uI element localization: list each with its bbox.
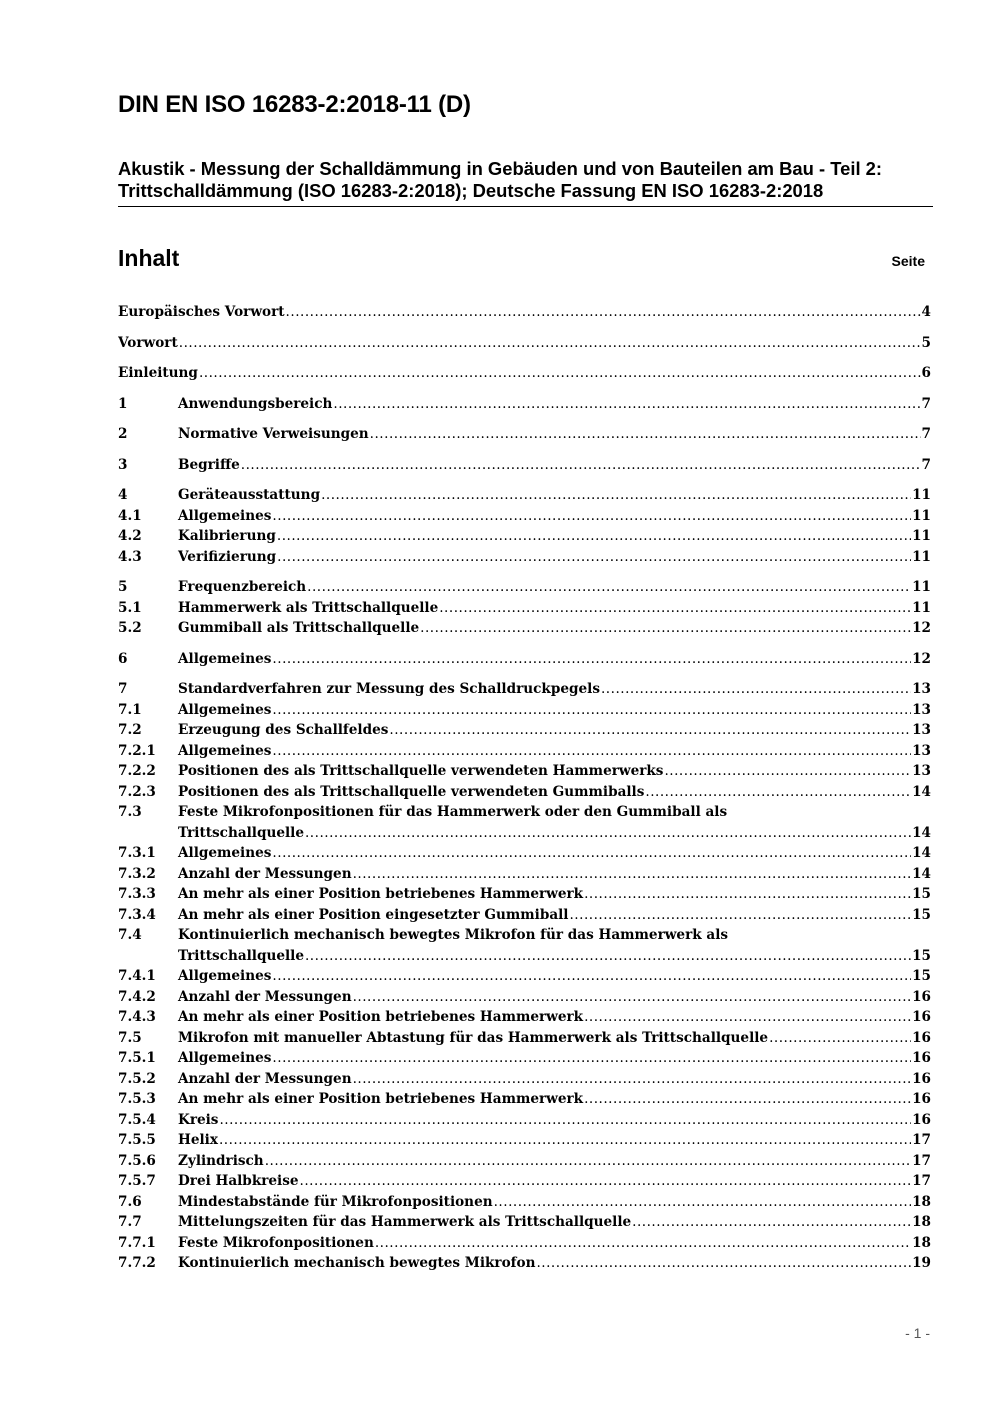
- toc-entry[interactable]: [118, 363, 931, 384]
- toc-dot-leader: [272, 649, 911, 670]
- toc-entry[interactable]: [118, 1233, 931, 1254]
- toc-entry-title: Kreis: [178, 1111, 219, 1128]
- toc-entry-number: 1: [118, 395, 128, 412]
- toc-dot-leader: [179, 333, 921, 354]
- toc-entry-page: 14: [912, 865, 931, 882]
- toc-entry-page: 7: [921, 395, 931, 412]
- toc-entry-number: 4.1: [118, 507, 142, 524]
- toc-entry-number: 7.5.5: [118, 1132, 156, 1148]
- toc-entry-number: 7.4.2: [118, 988, 156, 1005]
- toc-dot-leader: [241, 455, 921, 476]
- toc-entry-title: Anzahl der Messungen: [178, 1070, 352, 1087]
- toc-entry[interactable]: [118, 679, 931, 700]
- toc-entry-title: Zylindrisch: [178, 1152, 264, 1169]
- toc-entry[interactable]: [118, 1212, 931, 1233]
- toc-entry[interactable]: [118, 1171, 931, 1192]
- toc-entry-page: 11: [912, 599, 931, 616]
- toc-entry[interactable]: [118, 700, 931, 721]
- toc-entry-title: An mehr als einer Position betriebenes Hammerwerk: [178, 1091, 584, 1107]
- toc-entry-number: 7.2.3: [118, 783, 156, 800]
- toc-entry-page: 11: [912, 579, 931, 595]
- document-title: DIN EN ISO 16283-2:2018-11 (D): [118, 91, 471, 118]
- toc-entry[interactable]: [118, 455, 931, 476]
- toc-entry-title: Allgemeines: [178, 968, 272, 984]
- toc-entry-page: 13: [912, 763, 931, 779]
- toc-entry-title: Allgemeines: [178, 507, 272, 524]
- toc-entry-number: 5.1: [118, 599, 142, 616]
- toc-entry-title: Erzeugung des Schallfeldes: [178, 722, 389, 738]
- toc-entry[interactable]: [118, 1110, 931, 1131]
- toc-entry-title: Kalibrierung: [178, 528, 276, 544]
- toc-entry-number: 7.6: [118, 1193, 142, 1210]
- toc-dot-leader: [353, 864, 911, 885]
- toc-entry-title: An mehr als einer Position betriebenes Hammerwerk: [178, 1009, 584, 1025]
- toc-entry[interactable]: [118, 1151, 931, 1172]
- toc-entry-number: 2: [118, 426, 128, 442]
- toc-dot-leader: [333, 394, 920, 415]
- toc-entry-title: Positionen des als Trittschallquelle verwendeten Gummiballs: [178, 783, 645, 800]
- toc-dot-leader: [569, 905, 911, 926]
- toc-entry-number: 7.2: [118, 722, 142, 738]
- toc-entry-number: 7: [118, 681, 128, 697]
- toc-dot-leader: [219, 1130, 911, 1151]
- toc-entry[interactable]: [118, 741, 931, 762]
- toc-dot-leader: [584, 1007, 911, 1028]
- toc-entry-title: Kontinuierlich mechanisch bewegtes Mikrofon: [178, 1255, 536, 1271]
- toc-entry[interactable]: [118, 802, 931, 823]
- toc-entry-title-continued: Trittschallquelle: [178, 824, 304, 841]
- toc-entry-number: 7.5.6: [118, 1152, 156, 1169]
- toc-entry[interactable]: [118, 598, 931, 619]
- toc-entry-page: 14: [912, 824, 931, 841]
- toc-dot-leader: [375, 1233, 911, 1254]
- toc-entry[interactable]: [118, 1048, 931, 1069]
- toc-entry-title: Allgemeines: [178, 845, 272, 861]
- toc-dot-leader: [305, 823, 911, 844]
- toc-entry[interactable]: [118, 394, 931, 415]
- toc-dot-leader: [219, 1110, 911, 1131]
- toc-dot-leader: [277, 547, 911, 568]
- toc-dot-leader: [353, 1069, 911, 1090]
- toc-heading: Inhalt: [118, 245, 180, 271]
- toc-dot-leader: [305, 946, 911, 967]
- toc-dot-leader: [632, 1212, 911, 1233]
- toc-entry-page: 13: [912, 701, 931, 718]
- toc-dot-leader: [601, 679, 911, 700]
- toc-entry-title: Helix: [178, 1132, 218, 1148]
- toc-entry[interactable]: [118, 925, 931, 946]
- toc-dot-leader: [265, 1151, 911, 1172]
- toc-dot-leader: [199, 363, 921, 384]
- toc-entry-page: 14: [912, 783, 931, 800]
- toc-entry-title: Standardverfahren zur Messung des Schalldruckpegels: [178, 681, 600, 697]
- toc-entry-number: 7.2.2: [118, 763, 156, 779]
- toc-dot-leader: [420, 618, 911, 639]
- toc-entry-page: 11: [912, 487, 931, 503]
- toc-entry-number: 5.2: [118, 620, 142, 636]
- toc-entry[interactable]: [118, 987, 931, 1008]
- toc-entry-title: Gummiball als Trittschallquelle: [178, 620, 420, 636]
- page-number: - 1 -: [905, 1325, 930, 1341]
- toc-dot-leader: [272, 741, 911, 762]
- toc-entry-title: Einleitung: [118, 365, 198, 381]
- toc-entry[interactable]: [118, 333, 931, 354]
- toc-entry-number: 7.3.1: [118, 845, 156, 861]
- toc-entry-page: 13: [912, 681, 931, 697]
- toc-entry-page: 16: [912, 988, 931, 1005]
- toc-entry-title: Drei Halbkreise: [178, 1173, 299, 1189]
- toc-dot-leader: [272, 1048, 911, 1069]
- toc-dot-leader: [645, 782, 911, 803]
- toc-entry-number: 7.5.4: [118, 1111, 156, 1128]
- toc-dot-leader: [536, 1253, 911, 1274]
- toc-entry-page: 18: [912, 1193, 931, 1210]
- toc-entry-page: 16: [912, 1070, 931, 1087]
- toc-entry-title: Anzahl der Messungen: [178, 988, 352, 1005]
- toc-entry-number: 4.2: [118, 528, 142, 544]
- toc-entry-page: 17: [912, 1173, 931, 1189]
- toc-entry-page: 16: [912, 1111, 931, 1128]
- toc-entry-title: Vorwort: [118, 334, 178, 351]
- toc-dot-leader: [272, 966, 911, 987]
- toc-entry[interactable]: [118, 1089, 931, 1110]
- toc-dot-leader: [494, 1192, 911, 1213]
- toc-dot-leader: [272, 843, 911, 864]
- toc-entry[interactable]: [118, 649, 931, 670]
- toc-entry-page: 18: [912, 1214, 931, 1230]
- toc-entry-number: 7.7.2: [118, 1255, 156, 1271]
- toc-entry-number: 7.7: [118, 1214, 142, 1230]
- toc-entry-number: 7.5.3: [118, 1091, 156, 1107]
- toc-entry-page: 5: [921, 334, 931, 351]
- toc-entry-title: Frequenzbereich: [178, 579, 307, 595]
- toc-entry-title: An mehr als einer Position eingesetzter Gummiball: [178, 906, 569, 923]
- toc-entry-title: Begriffe: [178, 456, 240, 473]
- toc-dot-leader: [272, 506, 911, 527]
- toc-entry[interactable]: [118, 782, 931, 803]
- toc-entry-page: 17: [912, 1152, 931, 1169]
- toc-entry-page: 16: [912, 1050, 931, 1066]
- toc-entry-page: 11: [912, 507, 931, 524]
- toc-entry-page: 11: [912, 548, 931, 565]
- toc-entry-title: Anwendungsbereich: [178, 395, 333, 412]
- toc-entry-page: 6: [921, 365, 931, 381]
- toc-entry-title: Feste Mikrofonpositionen für das Hammerwerk oder den Gummiball als: [178, 804, 728, 820]
- toc-entry-page: 15: [912, 947, 931, 964]
- toc-entry-number: 7.3.3: [118, 886, 156, 902]
- toc-dot-leader: [307, 577, 911, 598]
- toc-entry-page: 16: [912, 1029, 931, 1046]
- toc-dot-leader: [286, 302, 921, 323]
- toc-entry-page: 15: [912, 906, 931, 923]
- toc-entry-title: Allgemeines: [178, 742, 272, 759]
- toc-entry-page: 15: [912, 968, 931, 984]
- toc-entry-page: 4: [921, 304, 931, 320]
- toc-entry-number: 7.5.2: [118, 1070, 156, 1087]
- toc-entry-title: Allgemeines: [178, 701, 272, 718]
- toc-entry[interactable]: [118, 506, 931, 527]
- title-divider: [118, 206, 933, 207]
- toc-entry-page: 15: [912, 886, 931, 902]
- toc-entry-number: 7.1: [118, 701, 142, 718]
- toc-dot-leader: [439, 598, 911, 619]
- toc-dot-leader: [272, 700, 911, 721]
- toc-entry-title: Normative Verweisungen: [178, 426, 369, 442]
- toc-entry[interactable]: [118, 577, 931, 598]
- toc-dot-leader: [370, 424, 921, 445]
- toc-entry[interactable]: [118, 618, 931, 639]
- toc-entry[interactable]: [118, 1007, 931, 1028]
- toc-entry-number: 7.3.2: [118, 865, 156, 882]
- toc-dot-leader: [389, 720, 911, 741]
- document-subtitle: Akustik - Messung der Schalldämmung in Gebäuden und von Bauteilen am Bau - Teil 2: Trittschalldämmung (ISO 16283-2:2018); Deutsche Fassung EN ISO 16283-2:2018: [118, 158, 883, 201]
- toc-entry-title: Geräteausstattung: [178, 487, 321, 503]
- toc-entry-number: 7.4.1: [118, 968, 156, 984]
- toc-entry-continuation[interactable]: [118, 946, 931, 967]
- toc-entry-page: 12: [912, 620, 931, 636]
- toc-entry[interactable]: [118, 1192, 931, 1213]
- toc-entry-title: Verifizierung: [178, 548, 277, 565]
- toc-entry-number: 7.5.7: [118, 1173, 156, 1189]
- toc-entry[interactable]: [118, 720, 931, 741]
- toc-entry[interactable]: [118, 526, 931, 547]
- toc-entry-title-continued: Trittschallquelle: [178, 947, 304, 964]
- toc-entry-title: Mikrofon mit manueller Abtastung für das Hammerwerk als Trittschallquelle: [178, 1029, 769, 1046]
- toc-entry-page: 18: [912, 1234, 931, 1251]
- toc-entry-page: 12: [912, 650, 931, 667]
- toc-entry-page: 19: [912, 1255, 931, 1271]
- toc-entry-page: 7: [921, 456, 931, 473]
- toc-entry-number: 4.3: [118, 548, 142, 565]
- toc-entry-page: 14: [912, 845, 931, 861]
- toc-entry-title: Feste Mikrofonpositionen: [178, 1234, 374, 1251]
- toc-entry-title: Mindestabstände für Mikrofonpositionen: [178, 1193, 493, 1210]
- toc-entry-title: Anzahl der Messungen: [178, 865, 352, 882]
- toc-entry-continuation[interactable]: [118, 823, 931, 844]
- toc-entry-page: 17: [912, 1132, 931, 1148]
- toc-entry-title: Positionen des als Trittschallquelle verwendeten Hammerwerks: [178, 763, 664, 779]
- toc-dot-leader: [277, 526, 911, 547]
- toc-entry[interactable]: [118, 547, 931, 568]
- toc-entry[interactable]: [118, 761, 931, 782]
- toc-entry-page: 7: [921, 426, 931, 442]
- toc-entry-title: Kontinuierlich mechanisch bewegtes Mikrofon für das Hammerwerk als: [178, 927, 729, 943]
- toc-entry[interactable]: [118, 1130, 931, 1151]
- toc-entry-number: 4: [118, 487, 128, 503]
- toc-entry[interactable]: [118, 966, 931, 987]
- toc-entry-page: 13: [912, 722, 931, 738]
- toc-entry[interactable]: [118, 302, 931, 323]
- toc-dot-leader: [353, 987, 911, 1008]
- toc-entry[interactable]: [118, 843, 931, 864]
- toc-entry[interactable]: [118, 424, 931, 445]
- toc-dot-leader: [664, 761, 911, 782]
- toc-entry-page: 13: [912, 742, 931, 759]
- toc-entry-page: 11: [912, 528, 931, 544]
- toc-entry-title: Hammerwerk als Trittschallquelle: [178, 599, 439, 616]
- toc-entry-title: Allgemeines: [178, 1050, 272, 1066]
- toc-entry[interactable]: [118, 905, 931, 926]
- toc-dot-leader: [321, 485, 911, 506]
- toc-entry-page: 16: [912, 1091, 931, 1107]
- toc-entry[interactable]: [118, 1028, 931, 1049]
- toc-entry[interactable]: [118, 1253, 931, 1274]
- toc-page-label: Seite: [891, 253, 925, 269]
- toc-dot-leader: [584, 884, 911, 905]
- toc-entry-number: 3: [118, 456, 128, 473]
- toc-entry-title: Europäisches Vorwort: [118, 304, 285, 320]
- toc-entry-number: 5: [118, 579, 128, 595]
- toc-entry-number: 6: [118, 650, 128, 667]
- toc-dot-leader: [300, 1171, 912, 1192]
- toc-entry-number: 7.5.1: [118, 1050, 156, 1066]
- toc-entry-page: 16: [912, 1009, 931, 1025]
- toc-entry-title: Allgemeines: [178, 650, 272, 667]
- toc-dot-leader: [584, 1089, 911, 1110]
- toc-entry[interactable]: [118, 884, 931, 905]
- toc-entry[interactable]: [118, 864, 931, 885]
- toc-entry-number: 7.4: [118, 927, 142, 943]
- toc-entry[interactable]: [118, 485, 931, 506]
- toc-entry-number: 7.7.1: [118, 1234, 156, 1251]
- toc-entry-number: 7.5: [118, 1029, 142, 1046]
- table-of-contents: [118, 302, 931, 1274]
- toc-dot-leader: [769, 1028, 911, 1049]
- toc-entry-number: 7.3.4: [118, 906, 156, 923]
- toc-entry[interactable]: [118, 1069, 931, 1090]
- toc-entry-title: Mittelungszeiten für das Hammerwerk als Trittschallquelle: [178, 1214, 632, 1230]
- toc-entry-number: 7.3: [118, 804, 142, 820]
- toc-entry-title: An mehr als einer Position betriebenes Hammerwerk: [178, 886, 584, 902]
- toc-entry-number: 7.2.1: [118, 742, 156, 759]
- toc-entry-number: 7.4.3: [118, 1009, 156, 1025]
